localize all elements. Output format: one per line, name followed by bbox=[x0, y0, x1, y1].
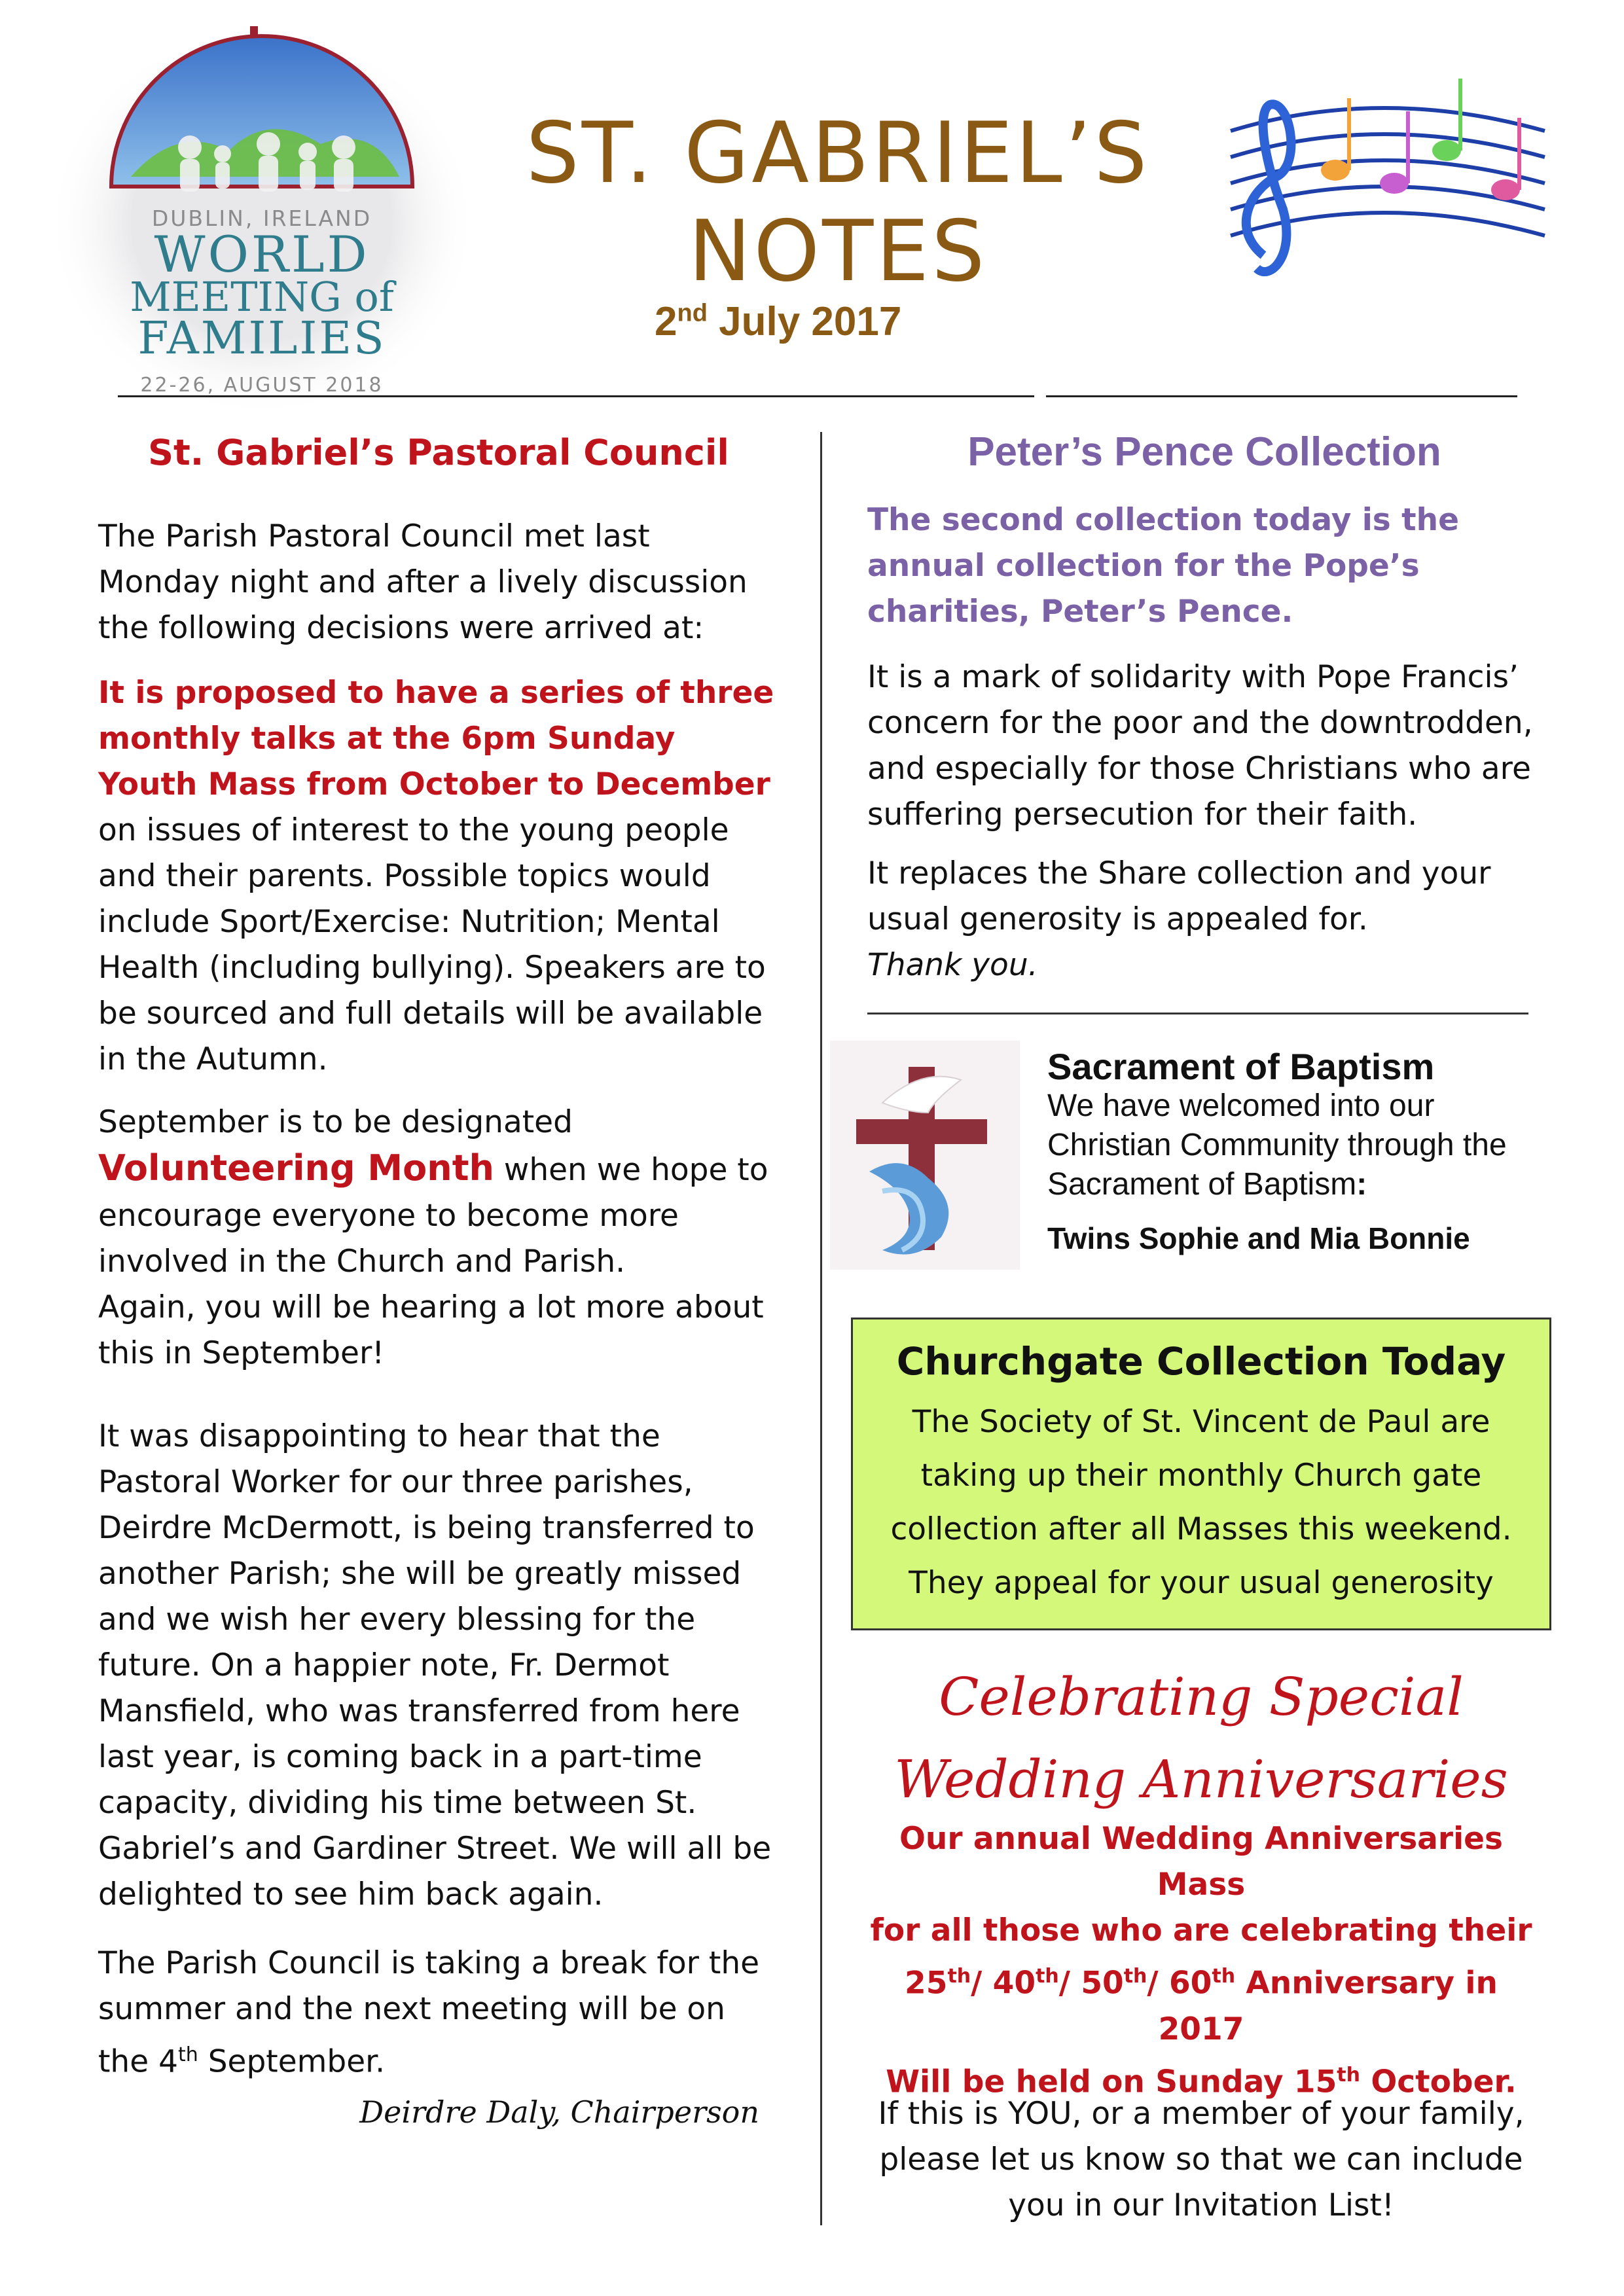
volunteering-section bbox=[98, 1100, 779, 1376]
anniversary-word: Anniversary in bbox=[1235, 1965, 1498, 2001]
baptism-heading: Sacrament of Baptism bbox=[1047, 1046, 1435, 1087]
churchgate-line2: taking up their monthly Church gate bbox=[920, 1458, 1482, 1494]
council-break bbox=[98, 1941, 779, 2085]
suffix-25: th bbox=[947, 1965, 971, 1988]
peters-pence-heading: Peter’s Pence Collection bbox=[967, 429, 1441, 475]
logo-line3: MEETING of bbox=[130, 273, 394, 321]
held-pre: Will be held on Sunday 15 bbox=[886, 2064, 1337, 2100]
volunteering-month: Volunteering Month bbox=[98, 1147, 494, 1189]
baptism-colon: : bbox=[1356, 1167, 1367, 1202]
year-60: 60 bbox=[1168, 1965, 1212, 2001]
proposal-details: on issues of interest to the young people and their parents. Possible topics would include Sport/Exercise: Nutrition; Mental Health (including bullying). Speakers are to be sourced and full details will be available in the Autumn. bbox=[98, 812, 766, 1077]
pastoral-worker-news: It was disappointing to hear that the Pastoral Worker for our three parishes, Deirdre McDermott, is being transferred to another Parish; she will be greatly missed and we wish her every blessing for the future. On a happier note, Fr. Dermot Mansfield, who was transferred from here last year, is coming back in a part-time capacity, dividing his time between St. Gabriel’s and Gardiner Street. We will all be delighted to see him back again. bbox=[98, 1418, 772, 1912]
pastoral-council-heading: St. Gabriel’s Pastoral Council bbox=[148, 432, 729, 473]
baptism-dove-cross-icon bbox=[830, 1041, 1020, 1270]
baptism-names: Twins Sophie and Mia Bonnie bbox=[1047, 1221, 1470, 1255]
invite-line1: If this is YOU, or a member of your family, bbox=[878, 2096, 1525, 2132]
year-25: 25 bbox=[905, 1965, 948, 2001]
anniversaries-heading bbox=[844, 1656, 1558, 1821]
title-line1: ST. GABRIEL’S bbox=[526, 105, 1150, 202]
anniversaries-years: 25th/ 40th/ 50th/ 60th Anniversary in bbox=[905, 1965, 1498, 2001]
break-suffix: th bbox=[177, 2043, 198, 2066]
world-meeting-of-families-logo bbox=[46, 13, 478, 419]
peters-pence-solidarity: It is a mark of solidarity with Pope Francis’ concern for the poor and the downtrodden, and especially for those Christians who are suffering persecution for their faith. bbox=[867, 659, 1533, 833]
baptism-section bbox=[1047, 1047, 1558, 1258]
column-divider bbox=[820, 432, 822, 2225]
suffix-40: th bbox=[1036, 1965, 1059, 1988]
logo-line2: WORLD bbox=[154, 225, 370, 283]
title-line2: NOTES bbox=[688, 203, 988, 300]
issue-date bbox=[655, 298, 982, 345]
proposal-highlight: It is proposed to have a series of three monthly talks at the 6pm Sunday Youth Mass from October to December bbox=[98, 675, 774, 802]
held-suffix: th bbox=[1337, 2063, 1360, 2087]
churchgate-line4: They appeal for your usual generosity bbox=[909, 1565, 1494, 1601]
anniversaries-details bbox=[851, 1816, 1551, 2105]
anniversaries-heading-line1: Celebrating Special bbox=[939, 1666, 1464, 1727]
break-pre: The Parish Council is taking a break for the summer and the next meeting will be on the bbox=[98, 1945, 760, 2080]
date-rest: July 2017 bbox=[707, 299, 902, 344]
peters-pence-closing bbox=[867, 851, 1542, 988]
suffix-50: th bbox=[1123, 1965, 1147, 1988]
break-day: 4 bbox=[158, 2043, 178, 2080]
year-50: 50 bbox=[1081, 1965, 1124, 2001]
baptism-text-body: We have welcomed into our Christian Community through the Sacrament of Baptism bbox=[1047, 1088, 1507, 1202]
anniversaries-line2: for all those who are celebrating their bbox=[870, 1912, 1532, 1948]
september-again: Again, you will be hearing a lot more about this in September! bbox=[98, 1289, 764, 1371]
churchgate-line3: collection after all Masses this weekend. bbox=[890, 1511, 1512, 1547]
peters-pence-lead: The second collection today is the annual collection for the Pope’s charities, Peter’s Pence. bbox=[867, 502, 1459, 630]
music-staff-notes-icon bbox=[1204, 59, 1558, 334]
logo-line4: FAMILIES bbox=[137, 313, 386, 365]
volunteering-text bbox=[98, 1145, 779, 1285]
invite-line2: please let us know so that we can include bbox=[879, 2142, 1523, 2178]
peters-pence-thanks: Thank you. bbox=[867, 947, 1038, 983]
page-title bbox=[471, 105, 1204, 301]
anniversaries-year: 2017 bbox=[1158, 2011, 1244, 2047]
peters-pence-replaces: It replaces the Share collection and your usual generosity is appealed for. bbox=[867, 855, 1491, 937]
signature: Deirdre Daly, Chairperson bbox=[359, 2094, 759, 2130]
date-suffix: nd bbox=[677, 299, 708, 327]
break-post: September. bbox=[198, 2043, 386, 2080]
churchgate-heading: Churchgate Collection Today bbox=[896, 1339, 1506, 1384]
churchgate-body bbox=[853, 1395, 1549, 1610]
year-40: 40 bbox=[992, 1965, 1036, 2001]
baptism-text bbox=[1047, 1086, 1558, 1204]
churchgate-collection-box bbox=[851, 1318, 1551, 1630]
header-divider-left bbox=[118, 395, 1034, 397]
held-post: October. bbox=[1360, 2064, 1517, 2100]
anniversaries-heading-line2: Wedding Anniversaries bbox=[894, 1749, 1508, 1810]
anniversaries-invite bbox=[851, 2091, 1551, 2229]
logo-line1: DUBLIN, IRELAND bbox=[151, 206, 372, 231]
september-intro: September is to be designated bbox=[98, 1104, 573, 1140]
logo-line5: 22-26, AUGUST 2018 bbox=[140, 374, 384, 397]
churchgate-line1: The Society of St. Vincent de Paul are bbox=[912, 1404, 1490, 1440]
header-divider-right bbox=[1046, 395, 1517, 397]
pastoral-council-intro: The Parish Pastoral Council met last Monday night and after a lively discussion the following decisions were arrived at: bbox=[98, 518, 748, 646]
suffix-60: th bbox=[1212, 1965, 1236, 1988]
anniversaries-line1: Our annual Wedding Anniversaries Mass bbox=[899, 1821, 1504, 1903]
date-day: 2 bbox=[655, 299, 677, 344]
pastoral-council-proposal bbox=[98, 670, 779, 1083]
september-post: when we hope to encourage everyone to become more involved in the Church and Parish. bbox=[98, 1152, 768, 1280]
section-divider bbox=[867, 1013, 1528, 1014]
invite-line3: you in our Invitation List! bbox=[1008, 2187, 1394, 2223]
